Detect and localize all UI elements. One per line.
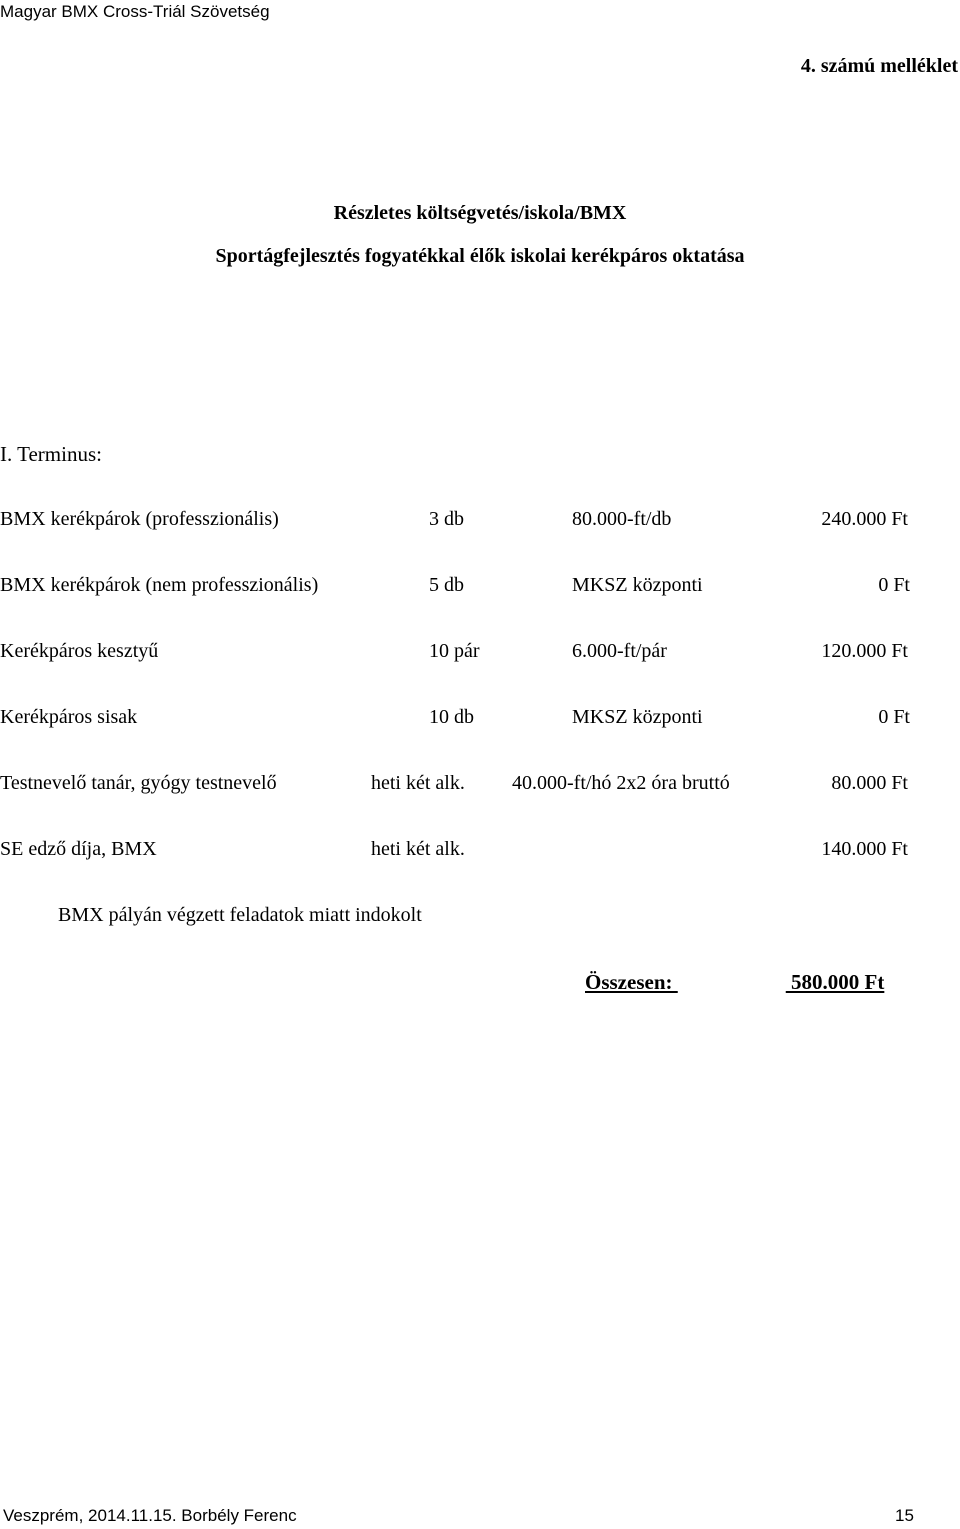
justification-note: BMX pályán végzett feladatok miatt indokolt xyxy=(58,904,422,926)
total-line xyxy=(585,970,905,995)
footer-page-number: 15 xyxy=(895,1506,914,1525)
item-qty: heti két alk. xyxy=(371,772,465,794)
item-qty: 10 db xyxy=(429,706,474,728)
item-name: SE edző díja, BMX xyxy=(0,838,157,860)
section-heading: I. Terminus: xyxy=(0,442,102,466)
header-org-name: Magyar BMX Cross-Triál Szövetség xyxy=(0,2,270,21)
document-subtitle: Sportágfejlesztés fogyatékkal élők iskolai kerékpáros oktatása xyxy=(215,245,745,267)
item-amount: 80.000 Ft xyxy=(831,772,908,794)
item-amount: 120.000 Ft xyxy=(821,640,908,662)
item-name: Testnevelő tanár, gyógy testnevelő xyxy=(0,772,277,794)
document-title: Részletes költségvetés/iskola/BMX xyxy=(333,202,627,224)
item-unit: MKSZ központi xyxy=(572,574,703,596)
footer-place-date-signatory: Veszprém, 2014.11.15. Borbély Ferenc xyxy=(3,1506,297,1525)
item-name: BMX kerékpárok (professzionális) xyxy=(0,508,279,530)
item-amount: 240.000 Ft xyxy=(821,508,908,530)
item-qty: 10 pár xyxy=(429,640,480,662)
total-value: 580.000 Ft xyxy=(791,970,885,994)
item-qty: heti két alk. xyxy=(371,838,465,860)
item-amount: 0 Ft xyxy=(878,574,910,596)
annex-label: 4. számú melléklet xyxy=(800,55,958,77)
item-unit: 40.000-ft/hó 2x2 óra bruttó xyxy=(512,772,730,794)
item-name: Kerékpáros kesztyű xyxy=(0,640,159,662)
item-unit: 80.000-ft/db xyxy=(572,508,672,530)
item-qty: 3 db xyxy=(429,508,464,530)
item-qty: 5 db xyxy=(429,574,464,596)
item-unit: 6.000-ft/pár xyxy=(572,640,667,662)
item-amount: 140.000 Ft xyxy=(821,838,908,860)
item-unit: MKSZ központi xyxy=(572,706,703,728)
item-name: Kerékpáros sisak xyxy=(0,706,138,728)
total-label: Összesen: xyxy=(585,970,673,994)
item-name: BMX kerékpárok (nem professzionális) xyxy=(0,574,319,596)
item-amount: 0 Ft xyxy=(878,706,910,728)
